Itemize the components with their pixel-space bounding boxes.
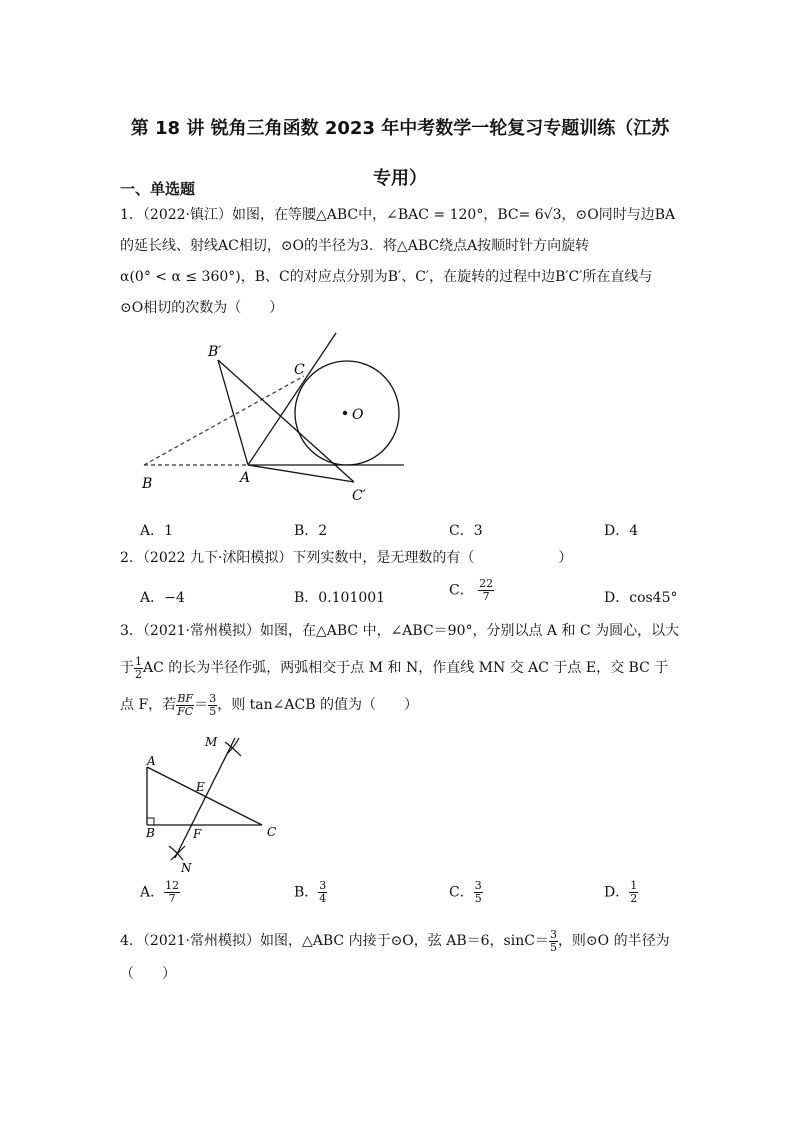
question-3 <box>120 616 680 721</box>
label-a: A <box>147 754 156 768</box>
fraction-denominator: 2 <box>630 892 638 905</box>
q3-figure <box>135 728 295 878</box>
q2-option-a[interactable]: A．−4 <box>140 590 185 606</box>
fraction-denominator: 5 <box>549 940 557 954</box>
option-fraction <box>318 880 327 905</box>
q3-line-3-prefix: 点 F，若 <box>120 697 177 713</box>
q3-line-3 <box>120 690 680 721</box>
fraction-numerator: 12 <box>165 879 180 892</box>
fraction-denominator: 4 <box>319 892 327 905</box>
q1-line-4: ⊙O相切的次数为（ ） <box>120 300 284 316</box>
fraction-denominator: FC <box>177 704 194 718</box>
label-m: M <box>205 735 218 749</box>
q1-option-b[interactable]: B．2 <box>294 523 328 539</box>
q4-line-2: （ ） <box>120 966 176 982</box>
fraction-numerator: 1 <box>135 654 142 668</box>
option-fraction <box>164 880 180 905</box>
q1-option-d[interactable]: D．4 <box>604 523 639 539</box>
label-c-prime: C′ <box>352 488 366 504</box>
q1-figure <box>130 330 420 510</box>
q1-option-c[interactable]: C．3 <box>449 523 483 539</box>
q3-line-1: 3．（2021·常州模拟）如图，在△ABC 中，∠ABC＝90°，分别以点 A 和 C 为圆心，以大 <box>120 623 680 639</box>
line-mn <box>175 738 235 858</box>
option-label: C． <box>449 884 474 901</box>
fraction-denominator: 7 <box>482 590 490 603</box>
title-line-1: 第 18 讲 锐角三角函数 2023 年中考数学一轮复习专题训练（江苏 <box>130 118 670 139</box>
fraction-numerator: 3 <box>474 879 482 892</box>
section-heading: 一、单选题 <box>120 180 196 198</box>
label-b: B <box>142 476 153 492</box>
option-fraction <box>474 880 483 905</box>
q3-option-d[interactable] <box>604 880 638 905</box>
q3-line-2 <box>120 653 680 684</box>
label-c: C <box>267 825 277 839</box>
question-4 <box>120 926 680 990</box>
equals-sign: ＝ <box>194 697 209 713</box>
q3-ratio-fraction <box>208 693 217 718</box>
q1-line-2: 的延长线、射线AC相切，⊙O的半径为3．将△ABC绕点A按顺时针方向旋转 <box>120 238 590 254</box>
fraction-numerator: 22 <box>479 577 494 590</box>
q1-line-1: 1．（2022·镇江）如图，在等腰△ABC中，∠BAC = 120°，BC= 6√3，⊙O同时与边BA <box>120 207 676 223</box>
label-e: E <box>196 780 205 794</box>
q2-option-b[interactable]: B．0.101001 <box>294 590 386 606</box>
q4-sin-fraction <box>549 929 558 954</box>
label-b: B <box>146 826 155 840</box>
q1-line-3: α(0° < α ≤ 360°)，B、C的对应点分别为B′、C′，在旋转的过程中边B′C′所在直线与 <box>120 269 653 285</box>
segment-ac <box>147 767 262 825</box>
option-label: A． <box>140 884 165 901</box>
q2-option-d[interactable]: D．cos45° <box>604 590 678 606</box>
q3-option-b[interactable] <box>294 880 327 905</box>
q3-line-3-text: ，则 tan∠ACB 的值为（ ） <box>217 697 418 713</box>
fraction-denominator: 7 <box>168 892 176 905</box>
question-2: 2．（2022 九下·沭阳模拟）下列实数中，是无理数的有（ ） <box>120 550 573 566</box>
fraction-denominator: 2 <box>135 667 142 681</box>
q3-line-2-prefix: 于 <box>120 660 134 676</box>
segment-ab-prime <box>218 360 248 465</box>
q1-option-a[interactable]: A．1 <box>140 523 174 539</box>
option-fraction <box>629 880 638 905</box>
q3-option-c[interactable] <box>449 880 483 905</box>
label-n: N <box>181 861 192 875</box>
label-b-prime: B′ <box>208 344 222 360</box>
label-o: O <box>352 407 364 423</box>
label-c: C <box>294 362 305 378</box>
document-title <box>110 104 690 204</box>
dashed-bc-line <box>144 376 304 465</box>
fraction-denominator: 5 <box>209 704 217 718</box>
label-a: A <box>240 470 251 486</box>
fraction-numerator: 1 <box>630 879 638 892</box>
fraction-denominator: 5 <box>474 892 482 905</box>
arc-mark-n-1 <box>169 846 183 860</box>
option-label: D． <box>604 884 630 901</box>
right-angle-mark <box>147 818 154 825</box>
q2-option-c[interactable] <box>449 578 494 603</box>
label-f: F <box>193 827 202 841</box>
q2-option-c-fraction <box>478 578 494 603</box>
q3-option-a[interactable] <box>140 880 180 905</box>
q3-bf-fc-fraction <box>176 693 194 718</box>
q4-line-1-text: ，则⊙O 的半径为 <box>557 933 670 949</box>
q3-line-2-text: AC 的长为半径作弧，两弧相交于点 M 和 N，作直线 MN 交 AC 于点 E，交 BC 于 <box>143 660 669 676</box>
q2-option-c-label: C． <box>449 582 474 599</box>
center-o-point <box>343 411 347 415</box>
fraction-numerator: 3 <box>319 879 327 892</box>
fraction-numerator: 3 <box>209 691 217 705</box>
fraction-numerator: BF <box>177 691 194 705</box>
arc-mark-n-2 <box>171 846 185 860</box>
fraction-numerator: 3 <box>549 927 557 941</box>
option-label: B． <box>294 884 319 901</box>
q4-line-1 <box>120 926 680 957</box>
question-1 <box>120 200 680 324</box>
title-line-2: 专用） <box>373 168 427 189</box>
q3-half-fraction <box>134 656 143 681</box>
q4-line-1-prefix: 4．（2021·常州模拟）如图，△ABC 内接于⊙O，弦 AB＝6，sinC＝ <box>120 933 549 949</box>
